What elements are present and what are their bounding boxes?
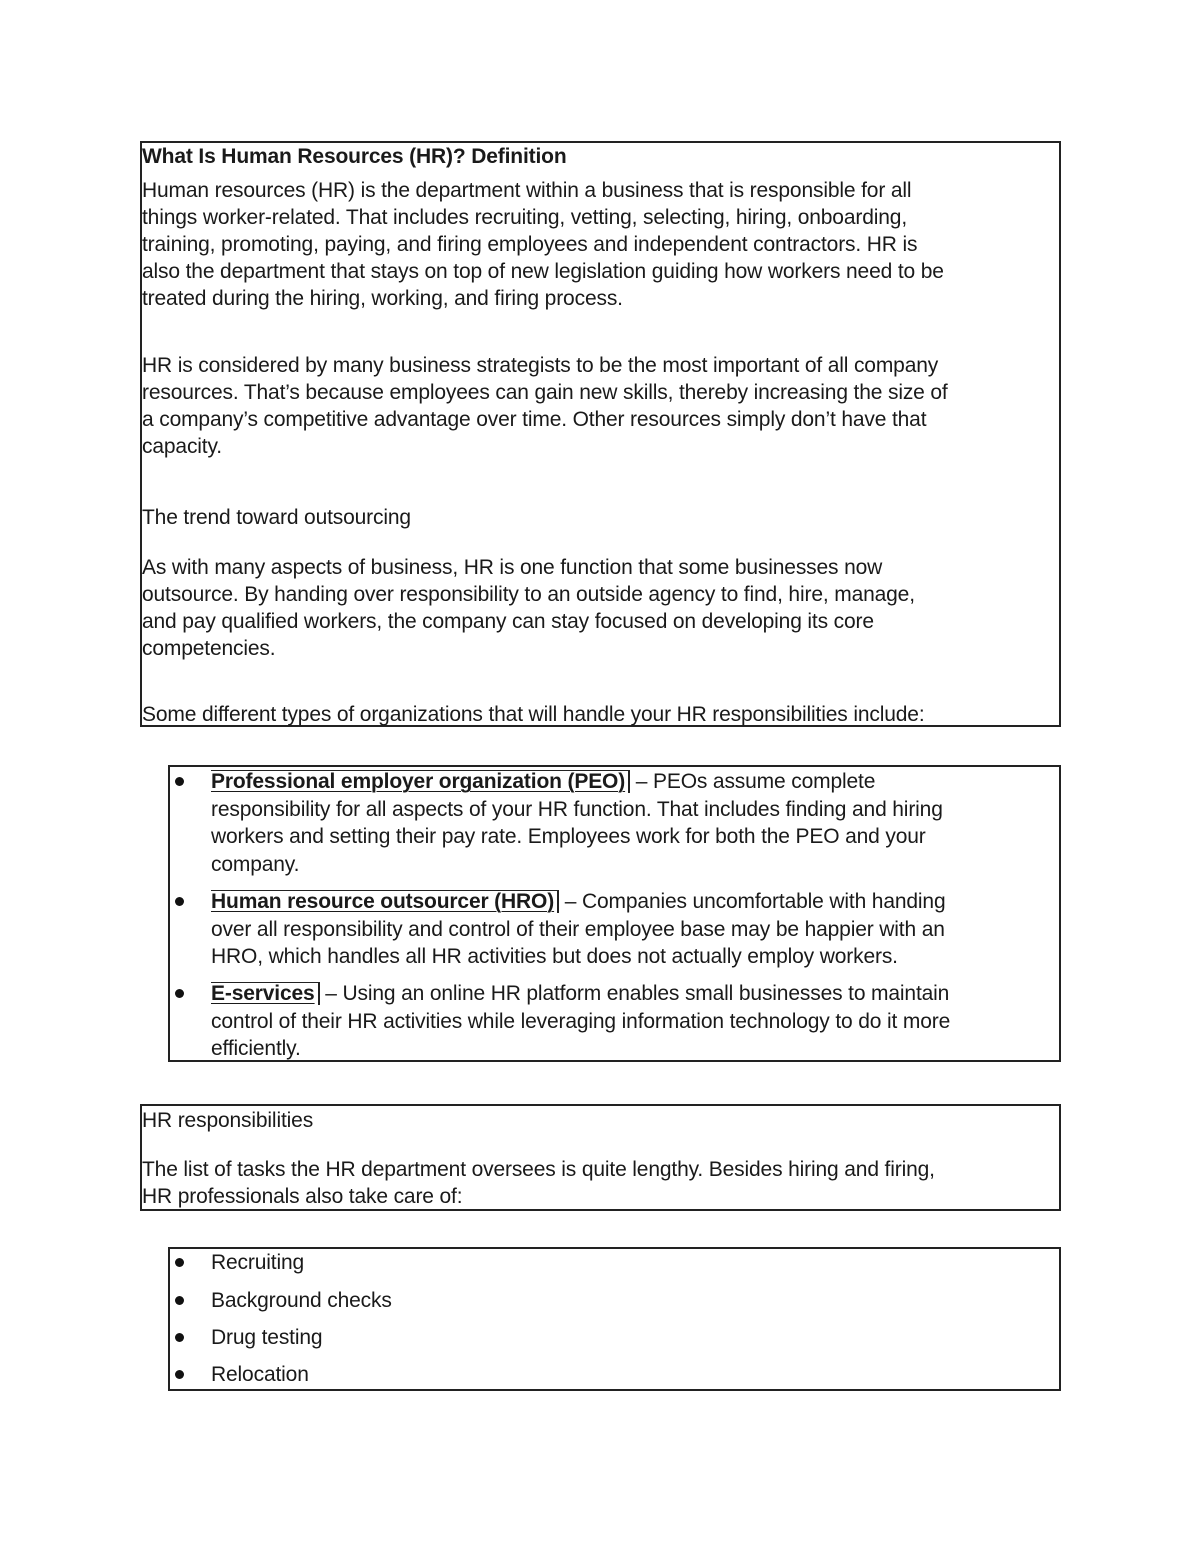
paragraph-line: HR professionals also take care of: — [142, 1185, 463, 1208]
list-item-line: HRO, which handles all HR activities but does not actually employ workers. — [211, 945, 898, 968]
paragraph-line: training, promoting, paying, and firing employees and independent contractors. HR is — [142, 233, 918, 256]
list-item-hro — [211, 888, 1056, 971]
paragraph-line: competencies. — [142, 637, 276, 660]
description-text: – PEOs assume complete — [630, 770, 876, 793]
description-text: – Using an online HR platform enables small businesses to maintain — [319, 982, 950, 1005]
task-item-background-checks: Background checks — [211, 1289, 392, 1312]
paragraph-line: HR is considered by many business strategists to be the most important of all company — [142, 354, 939, 377]
responsibilities-paragraph — [142, 1156, 1060, 1210]
list-item-eservices — [211, 980, 1056, 1063]
paragraph-line: also the department that stays on top of new legislation guiding how workers need to be — [142, 260, 944, 283]
list-item-line — [211, 980, 1056, 1008]
bullet-icon — [174, 776, 186, 788]
paragraph-line: treated during the hiring, working, and firing process. — [142, 287, 623, 310]
bullet-icon — [174, 1332, 186, 1344]
task-item-recruiting: Recruiting — [211, 1251, 305, 1274]
org-types-intro: Some different types of organizations that will handle your HR responsibilities include: — [142, 703, 925, 726]
bullet-icon — [174, 1295, 186, 1307]
paragraph-line: outsource. By handing over responsibility to an outside agency to find, hire, manage, — [142, 583, 915, 606]
paragraph-line: things worker-related. That includes recruiting, vetting, selecting, hiring, onboarding, — [142, 206, 908, 229]
paragraph-line: Human resources (HR) is the department within a business that is responsible for all — [142, 179, 912, 202]
list-item-line: efficiently. — [211, 1037, 301, 1060]
outsourcing-paragraph — [142, 554, 1060, 662]
importance-paragraph — [142, 352, 1060, 460]
term-hro: Human resource outsourcer (HRO) — [211, 890, 559, 913]
list-item-line — [211, 768, 1056, 796]
paragraph-line: As with many aspects of business, HR is one function that some businesses now — [142, 556, 883, 579]
list-item-line: over all responsibility and control of their employee base may be happier with an — [211, 917, 945, 941]
list-item-line: workers and setting their pay rate. Employees work for both the PEO and your — [211, 825, 926, 848]
paragraph-line: a company’s competitive advantage over time. Other resources simply don’t have that — [142, 408, 927, 431]
list-item-line: responsibility for all aspects of your HR function. That includes finding and hiring — [211, 797, 943, 821]
list-item-line: control of their HR activities while leveraging information technology to do it more — [211, 1009, 951, 1033]
outsourcing-subheading: The trend toward outsourcing — [142, 506, 411, 529]
task-item-relocation: Relocation — [211, 1363, 309, 1386]
list-item-line: company. — [211, 852, 300, 876]
responsibilities-heading: HR responsibilities — [142, 1109, 314, 1132]
list-item-line — [211, 888, 1056, 916]
bullet-icon — [174, 896, 186, 908]
paragraph-line: The list of tasks the HR department oversees is quite lengthy. Besides hiring and firing, — [142, 1158, 935, 1181]
bullet-icon — [174, 988, 186, 1000]
description-text: – Companies uncomfortable with handing — [559, 890, 946, 913]
paragraph-line: resources. That’s because employees can gain new skills, thereby increasing the size of — [142, 381, 948, 404]
task-item-drug-testing: Drug testing — [211, 1326, 323, 1349]
list-item-peo — [211, 768, 1056, 878]
term-peo: Professional employer organization (PEO) — [211, 770, 630, 793]
page-title: What Is Human Resources (HR)? Definition — [142, 145, 567, 168]
paragraph-line: capacity. — [142, 435, 222, 458]
paragraph-line: and pay qualified workers, the company can stay focused on developing its core — [142, 610, 874, 633]
term-eservices: E-services — [211, 982, 320, 1005]
bullet-icon — [174, 1369, 186, 1381]
definition-paragraph — [142, 177, 1060, 312]
bullet-icon — [174, 1257, 186, 1269]
